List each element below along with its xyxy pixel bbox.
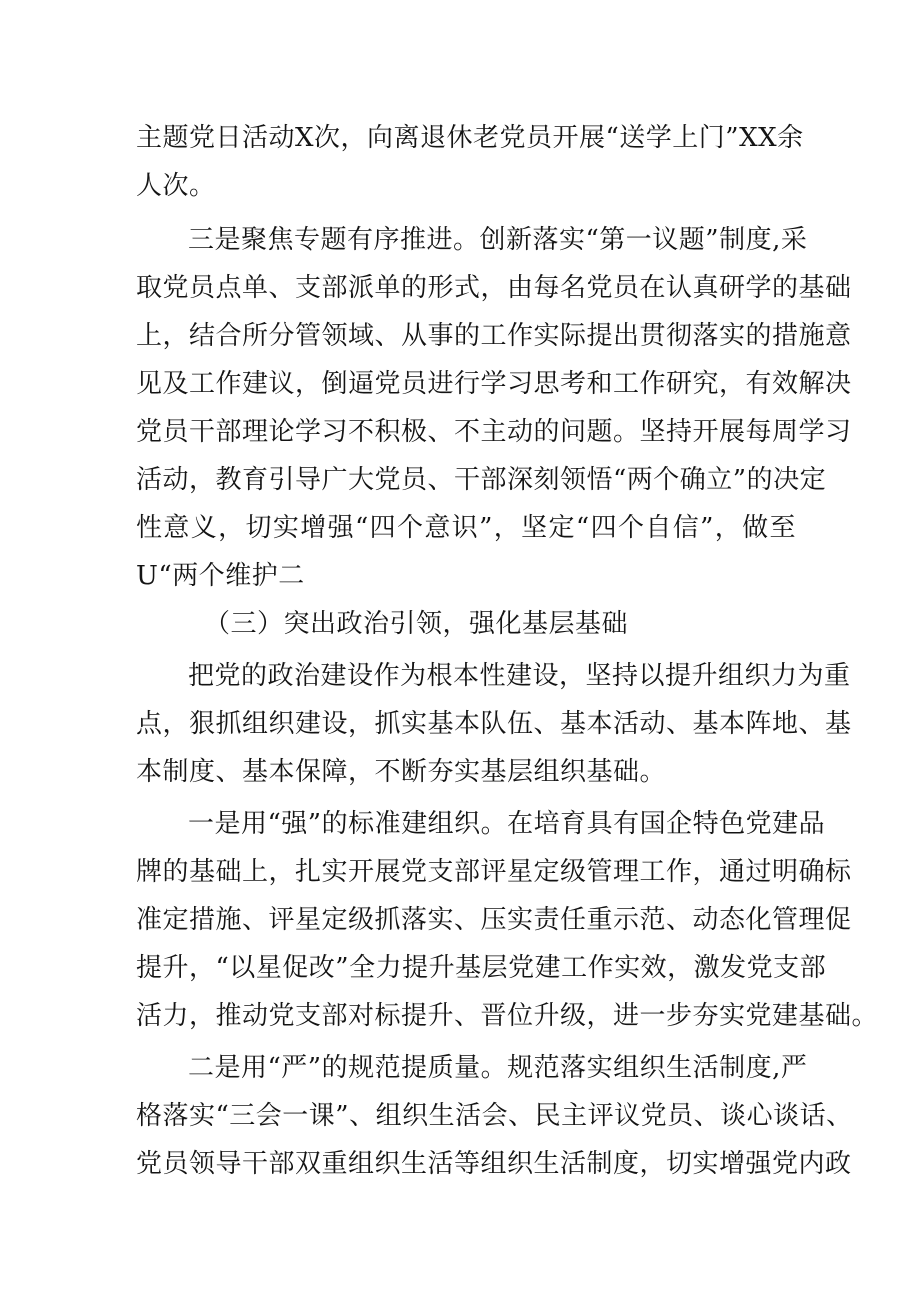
text-line: 见及工作建议，倒逼党员进行学习思考和工作研究，有效解决 (136, 369, 852, 399)
text-line: 性意义，切实增强“四个意识”，坚定“四个自信”，做至 (136, 513, 796, 543)
text-line: 党员领导干部双重组织生活等组织生活制度，切实增强党内政 (136, 1149, 852, 1179)
paragraph-start-line: 把党的政治建设作为根本性建设，坚持以提升组织力为重 (188, 661, 851, 691)
text-line: 人次。 (136, 171, 216, 201)
text-line: 准定措施、评星定级抓落实、压实责任重示范、动态化管理促 (136, 905, 852, 935)
text-line: U“两个维护二 (136, 561, 305, 591)
text-line: 党员干部理论学习不积极、不主动的问题。坚持开展每周学习 (136, 417, 852, 447)
text-line: 牌的基础上，扎实开展党支部评星定级管理工作，通过明确标 (136, 857, 852, 887)
section-heading: （三）突出政治引领，强化基层基础 (204, 609, 629, 639)
text-line: 提升，“以星促改”全力提升基层党建工作实效，激发党支部 (136, 953, 827, 983)
paragraph-start-line: 二是用“严”的规范提质量。规范落实组织生活制度,严 (188, 1053, 808, 1083)
text-line: 活动，教育引导广大党员、干部深刻领悟“两个确立”的决定 (136, 465, 827, 495)
paragraph-start-line: 一是用“强”的标准建组织。在培育具有国企特色党建品 (188, 809, 826, 839)
paragraph-start-line: 三是聚焦专题有序推进。创新落实“第一议题”制度,采 (188, 225, 808, 255)
text-line: 取党员点单、支部派单的形式，由每名党员在认真研学的基础 (136, 273, 852, 303)
text-line: 格落实“三会一课”、组织生活会、民主评议党员、谈心谈话、 (136, 1101, 853, 1131)
text-line: 点，狠抓组织建设，抓实基本队伍、基本活动、基本阵地、基 (136, 709, 852, 739)
text-line: 上，结合所分管领域、从事的工作实际提出贯彻落实的措施意 (136, 321, 852, 351)
text-line: 本制度、基本保障，不断夯实基层组织基础。 (136, 757, 667, 787)
text-line: 活力，推动党支部对标提升、晋位升级，进一步夯实党建基础。 (136, 1001, 879, 1031)
text-line: 主题党日活动X次，向离退休老党员开展“送学上门”XX余 (136, 123, 804, 153)
